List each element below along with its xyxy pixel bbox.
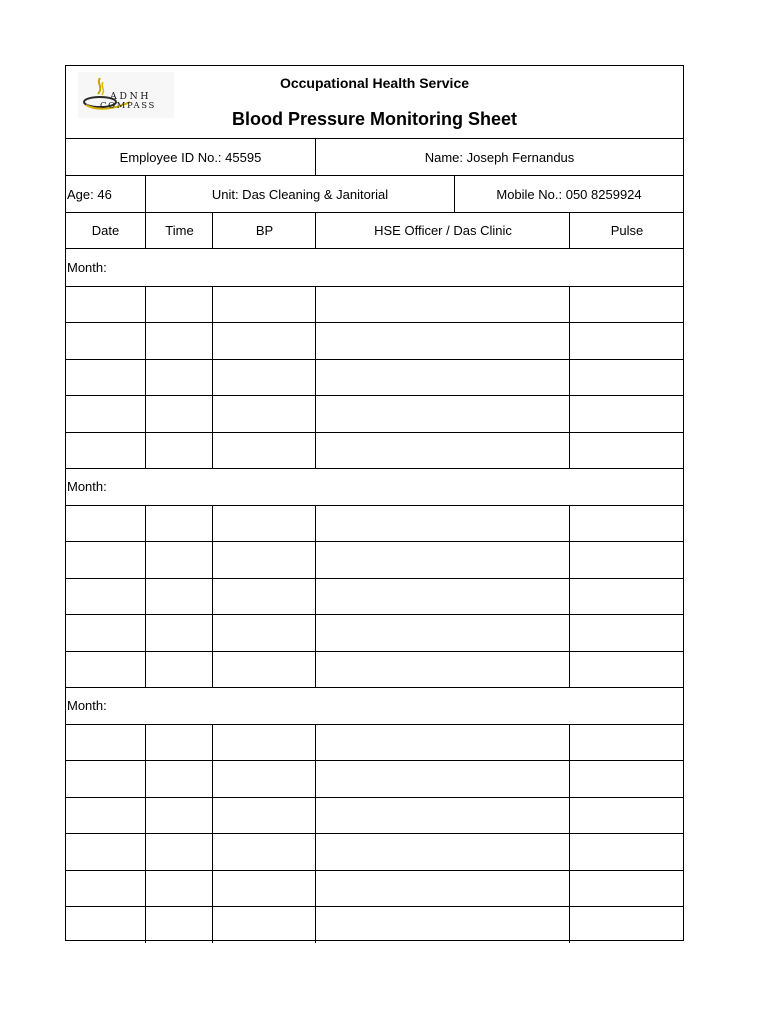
- entry-cell[interactable]: [316, 395, 569, 432]
- entry-cell[interactable]: [146, 505, 212, 542]
- divider: [569, 505, 570, 542]
- divider: [212, 432, 213, 469]
- divider: [145, 505, 146, 542]
- divider: [569, 651, 570, 688]
- divider: [315, 395, 316, 432]
- divider: [145, 359, 146, 396]
- column-header: Pulse: [610, 223, 644, 238]
- divider: [212, 724, 213, 761]
- entry-cell[interactable]: [316, 651, 569, 688]
- entry-cell[interactable]: [570, 395, 683, 432]
- employee-name: Name: Joseph Fernandus: [424, 149, 575, 165]
- entry-cell[interactable]: [316, 432, 569, 469]
- entry-cell[interactable]: [67, 432, 145, 469]
- entry-cell[interactable]: [570, 724, 683, 761]
- divider: [145, 724, 146, 761]
- entry-cell[interactable]: [570, 760, 683, 797]
- divider: [569, 578, 570, 615]
- entry-cell[interactable]: [213, 395, 315, 432]
- divider: [212, 395, 213, 432]
- divider: [569, 432, 570, 469]
- entry-cell[interactable]: [570, 578, 683, 615]
- month-label: Month:: [67, 259, 107, 275]
- entry-cell[interactable]: [316, 906, 569, 943]
- divider: [145, 797, 146, 834]
- divider: [145, 432, 146, 469]
- entry-cell[interactable]: [570, 614, 683, 651]
- column-header: BP: [255, 223, 274, 238]
- employee-unit: Unit: Das Cleaning & Janitorial: [211, 186, 389, 202]
- divider: [212, 870, 213, 907]
- divider: [315, 760, 316, 797]
- entry-cell[interactable]: [213, 760, 315, 797]
- entry-cell[interactable]: [146, 322, 212, 359]
- divider: [315, 505, 316, 542]
- entry-cell[interactable]: [213, 614, 315, 651]
- entry-cell[interactable]: [67, 760, 145, 797]
- entry-cell[interactable]: [67, 614, 145, 651]
- divider: [569, 541, 570, 578]
- entry-cell[interactable]: [146, 797, 212, 834]
- divider: [569, 359, 570, 396]
- divider: [315, 578, 316, 615]
- divider: [145, 906, 146, 943]
- entry-cell[interactable]: [570, 286, 683, 323]
- divider: [569, 286, 570, 323]
- divider: [315, 651, 316, 688]
- logo-line-2: COMPASS: [100, 101, 156, 111]
- entry-cell[interactable]: [570, 541, 683, 578]
- entry-cell[interactable]: [316, 286, 569, 323]
- entry-cell[interactable]: [146, 870, 212, 907]
- divider: [569, 760, 570, 797]
- entry-cell[interactable]: [570, 505, 683, 542]
- month-label: Month:: [67, 697, 107, 713]
- entry-cell[interactable]: [67, 833, 145, 870]
- divider: [145, 213, 146, 248]
- entry-cell[interactable]: [570, 651, 683, 688]
- entry-cell[interactable]: [213, 322, 315, 359]
- divider: [212, 651, 213, 688]
- divider: [315, 797, 316, 834]
- column-header: Date: [91, 223, 120, 238]
- entry-cell[interactable]: [316, 833, 569, 870]
- divider: [315, 213, 316, 248]
- entry-cell[interactable]: [316, 760, 569, 797]
- divider: [212, 541, 213, 578]
- divider: [145, 541, 146, 578]
- entry-cell[interactable]: [316, 322, 569, 359]
- divider: [145, 395, 146, 432]
- monitoring-sheet: [65, 65, 684, 941]
- entry-cell[interactable]: [67, 870, 145, 907]
- entry-cell[interactable]: [213, 286, 315, 323]
- divider: [315, 906, 316, 943]
- entry-cell[interactable]: [316, 614, 569, 651]
- entry-cell[interactable]: [67, 505, 145, 542]
- divider: [569, 906, 570, 943]
- column-header: HSE Officer / Das Clinic: [374, 223, 512, 238]
- entry-cell[interactable]: [570, 870, 683, 907]
- entry-cell[interactable]: [316, 870, 569, 907]
- divider: [315, 322, 316, 359]
- entry-cell[interactable]: [570, 359, 683, 396]
- entry-cell[interactable]: [146, 614, 212, 651]
- divider: [212, 286, 213, 323]
- entry-cell[interactable]: [67, 906, 145, 943]
- entry-cell[interactable]: [213, 797, 315, 834]
- entry-cell[interactable]: [146, 833, 212, 870]
- divider: [212, 797, 213, 834]
- entry-cell[interactable]: [67, 322, 145, 359]
- entry-cell[interactable]: [146, 286, 212, 323]
- entry-cell[interactable]: [146, 724, 212, 761]
- divider: [212, 359, 213, 396]
- divider: [315, 724, 316, 761]
- entry-cell[interactable]: [67, 651, 145, 688]
- column-header: Time: [165, 223, 194, 238]
- divider: [145, 578, 146, 615]
- divider: [569, 395, 570, 432]
- entry-cell[interactable]: [146, 651, 212, 688]
- entry-cell[interactable]: [213, 432, 315, 469]
- divider: [569, 322, 570, 359]
- divider: [212, 213, 213, 248]
- divider: [315, 541, 316, 578]
- entry-cell[interactable]: [67, 286, 145, 323]
- entry-cell[interactable]: [570, 322, 683, 359]
- divider: [569, 833, 570, 870]
- divider: [212, 322, 213, 359]
- entry-cell[interactable]: [570, 833, 683, 870]
- entry-cell[interactable]: [213, 505, 315, 542]
- entry-cell[interactable]: [316, 359, 569, 396]
- divider: [315, 833, 316, 870]
- month-label: Month:: [67, 478, 107, 494]
- entry-cell[interactable]: [146, 432, 212, 469]
- divider: [315, 286, 316, 323]
- entry-cell[interactable]: [146, 760, 212, 797]
- entry-cell[interactable]: [146, 541, 212, 578]
- divider: [145, 760, 146, 797]
- entry-cell[interactable]: [213, 651, 315, 688]
- organization-title: Occupational Health Service: [279, 75, 470, 91]
- entry-cell[interactable]: [570, 906, 683, 943]
- divider: [145, 833, 146, 870]
- entry-cell[interactable]: [213, 833, 315, 870]
- entry-cell[interactable]: [213, 724, 315, 761]
- employee-mobile: Mobile No.: 050 8259924: [496, 186, 642, 202]
- divider: [212, 833, 213, 870]
- entry-cell[interactable]: [316, 797, 569, 834]
- divider: [145, 614, 146, 651]
- divider: [569, 724, 570, 761]
- entry-cell[interactable]: [67, 797, 145, 834]
- entry-cell[interactable]: [213, 541, 315, 578]
- divider: [212, 760, 213, 797]
- entry-cell[interactable]: [67, 541, 145, 578]
- entry-cell[interactable]: [67, 578, 145, 615]
- entry-cell[interactable]: [146, 578, 212, 615]
- divider: [212, 578, 213, 615]
- employee-id: Employee ID No.: 45595: [119, 149, 262, 165]
- entry-cell[interactable]: [316, 724, 569, 761]
- divider: [569, 614, 570, 651]
- employee-age: Age: 46: [67, 186, 112, 202]
- entry-cell[interactable]: [570, 432, 683, 469]
- entry-cell[interactable]: [213, 906, 315, 943]
- entry-cell[interactable]: [213, 578, 315, 615]
- divider: [569, 797, 570, 834]
- divider: [212, 505, 213, 542]
- entry-cell[interactable]: [146, 395, 212, 432]
- entry-cell[interactable]: [570, 797, 683, 834]
- divider: [145, 870, 146, 907]
- entry-cell[interactable]: [146, 906, 212, 943]
- divider: [569, 213, 570, 248]
- entry-cell[interactable]: [67, 395, 145, 432]
- entry-cell[interactable]: [146, 359, 212, 396]
- logo-line-1: ADNH: [110, 91, 152, 102]
- entry-cell[interactable]: [213, 359, 315, 396]
- divider: [145, 322, 146, 359]
- entry-cell[interactable]: [67, 724, 145, 761]
- sheet-title: Blood Pressure Monitoring Sheet: [231, 108, 518, 129]
- divider: [315, 359, 316, 396]
- divider: [212, 906, 213, 943]
- divider: [315, 432, 316, 469]
- divider: [315, 614, 316, 651]
- divider: [569, 870, 570, 907]
- divider: [145, 651, 146, 688]
- divider: [145, 286, 146, 323]
- divider: [315, 870, 316, 907]
- entry-cell[interactable]: [316, 505, 569, 542]
- divider: [212, 614, 213, 651]
- entry-cell[interactable]: [316, 541, 569, 578]
- entry-cell[interactable]: [316, 578, 569, 615]
- entry-cell[interactable]: [67, 359, 145, 396]
- entry-cell[interactable]: [213, 870, 315, 907]
